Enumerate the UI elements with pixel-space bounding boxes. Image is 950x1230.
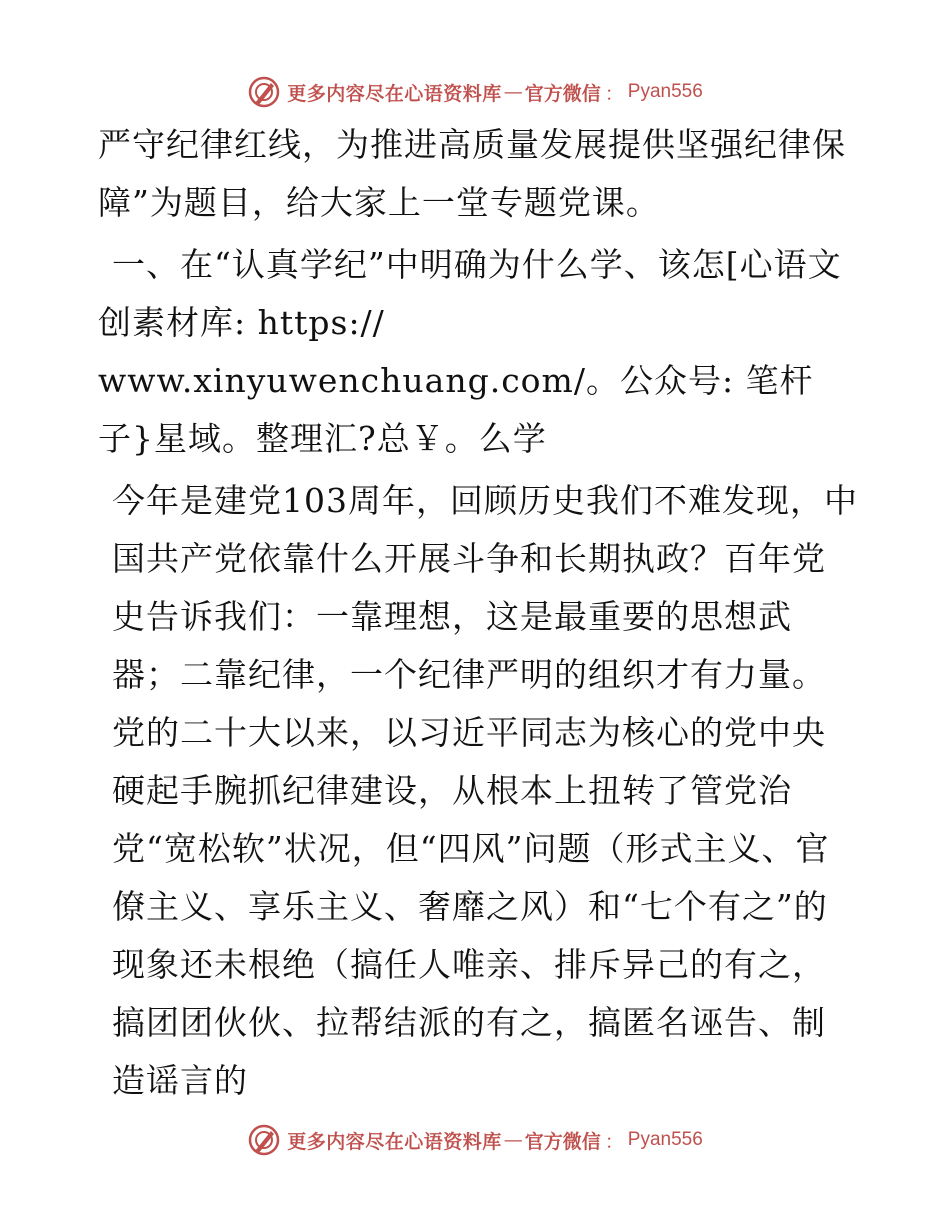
- pen-logo-icon: [247, 1123, 281, 1157]
- section-heading-line2: www.xinyuwenchuang.com/。公众号: 笔杆子}星域。整理汇?总￥。么学: [98, 361, 814, 458]
- header-watermark: [0, 70, 950, 114]
- section-heading: [98, 236, 858, 468]
- header-separator: —: [503, 81, 523, 103]
- paragraph-intro: 严守纪律红线，为推进高质量发展提供坚强纪律保障”为题目，给大家上一堂专题党课。: [98, 125, 846, 222]
- footer-wechat-label: 官方微信: [524, 1130, 601, 1153]
- header-account: Pyan556: [627, 81, 703, 102]
- header-colon: ：: [604, 82, 624, 105]
- footer-separator: —: [503, 1129, 523, 1151]
- paragraph-body: 今年是建党103周年，回顾历史我们不难发现，中国共产党依靠什么开展斗争和长期执政？百年党史告诉我们：一靠理想，这是最重要的思想武器；二靠纪律，一个纪律严明的组织才有力量。党的二十大以来，以习近平同志为核心的党中央硬起手腕抓纪律建设，从根本上扭转了管党治党“宽松软”状况，但“四风”问题（形式主义、官僚主义、享乐主义、奢靡之风）和“七个有之”的现象还未根绝（搞任人唯亲、排斥异己的有之，搞团团伙伙、拉帮结派的有之，搞匿名诬告、制造谣言的: [112, 481, 858, 1100]
- section-heading-line1: 一、在“认真学纪”中明确为什么学、该怎[心语文创素材库: https://: [98, 245, 842, 342]
- pen-logo-icon: [247, 75, 281, 109]
- document-body: [98, 116, 858, 1110]
- footer-brand-text: 更多内容尽在心语资料库: [287, 1130, 502, 1153]
- footer-colon: ：: [604, 1130, 624, 1153]
- footer-account: Pyan556: [627, 1129, 703, 1150]
- header-wechat-label: 官方微信: [524, 82, 601, 105]
- footer-watermark: [0, 1118, 950, 1162]
- header-brand-text: 更多内容尽在心语资料库: [287, 82, 502, 105]
